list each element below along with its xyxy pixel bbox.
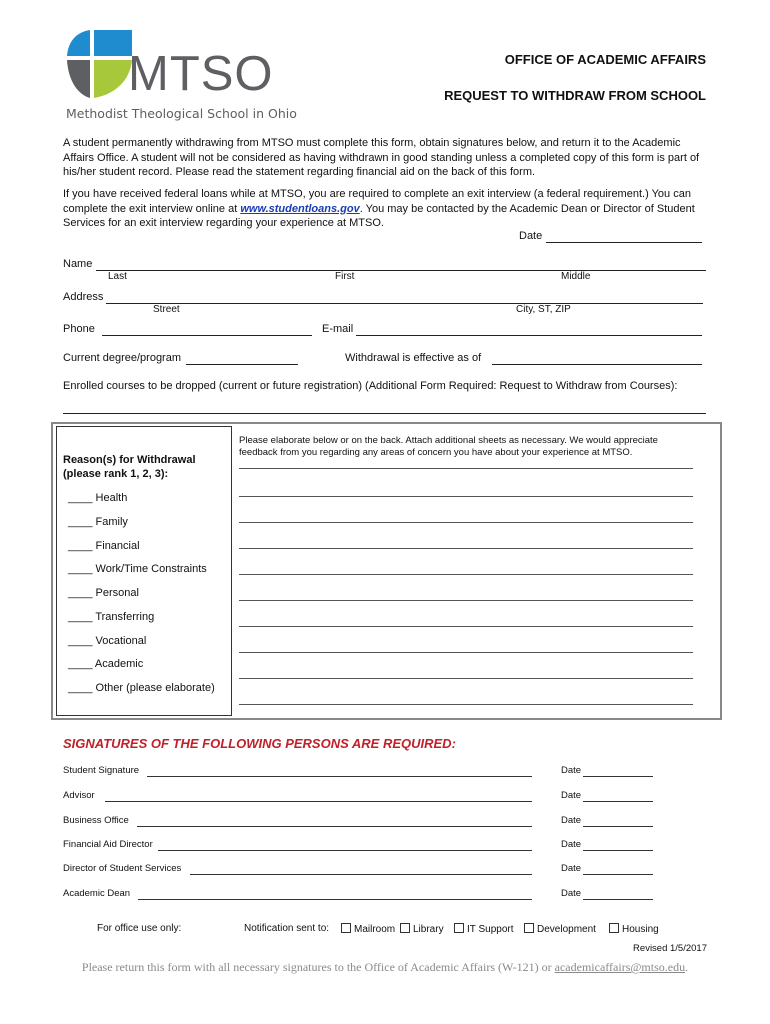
elaboration-line[interactable] bbox=[239, 574, 693, 575]
intro-paragraph-2 bbox=[63, 187, 711, 231]
date-label: Date bbox=[519, 230, 543, 242]
checkbox-icon[interactable] bbox=[400, 923, 410, 933]
notification-option[interactable] bbox=[454, 923, 514, 935]
address-field[interactable] bbox=[106, 292, 703, 304]
reason-item[interactable]: ____ Other (please elaborate) bbox=[68, 682, 215, 694]
reason-item[interactable]: ____ Transferring bbox=[68, 611, 155, 623]
signature-field[interactable] bbox=[190, 874, 532, 875]
notification-option[interactable] bbox=[609, 923, 659, 935]
page-title: REQUEST TO WITHDRAW FROM SCHOOL bbox=[444, 88, 706, 103]
degree-field[interactable] bbox=[186, 353, 298, 365]
notification-option[interactable] bbox=[524, 923, 596, 935]
office-title: OFFICE OF ACADEMIC AFFAIRS bbox=[504, 52, 706, 67]
signature-date-label: Date bbox=[561, 790, 582, 801]
signature-field[interactable] bbox=[137, 826, 532, 827]
effective-date-field[interactable] bbox=[492, 353, 702, 365]
address-label: Address bbox=[63, 291, 104, 303]
signature-label: Financial Aid Director bbox=[63, 839, 153, 850]
signature-field[interactable] bbox=[147, 776, 532, 777]
checkbox-icon[interactable] bbox=[454, 923, 464, 933]
reason-item[interactable]: ____ Family bbox=[68, 516, 128, 528]
checkbox-icon[interactable] bbox=[609, 923, 619, 933]
intro-p2-text: If you have received federal loans while at MTSO, you are required to complete an exit interview (a federal requirement.) You can complete the exit interview online at bbox=[63, 188, 691, 215]
elaboration-line[interactable] bbox=[239, 600, 693, 601]
reason-item[interactable]: ____ Vocational bbox=[68, 635, 147, 647]
reasons-heading bbox=[63, 453, 196, 481]
cross-logo-icon bbox=[62, 28, 134, 100]
studentloans-link[interactable]: www.studentloans.gov bbox=[240, 202, 360, 215]
signature-label: Advisor bbox=[63, 790, 95, 801]
signature-label: Business Office bbox=[63, 815, 129, 826]
name-middle-caption: Middle bbox=[561, 271, 591, 282]
reason-item[interactable]: ____ Academic bbox=[68, 658, 144, 670]
signature-date-field[interactable] bbox=[583, 899, 653, 900]
signature-date-field[interactable] bbox=[583, 874, 653, 875]
reasons-heading-line2: (please rank 1, 2, 3): bbox=[63, 468, 169, 480]
return-instructions bbox=[0, 960, 770, 975]
reason-item[interactable]: ____ Health bbox=[68, 492, 128, 504]
signature-field[interactable] bbox=[105, 801, 532, 802]
date-field[interactable] bbox=[546, 231, 702, 243]
reason-item[interactable]: ____ Personal bbox=[68, 587, 139, 599]
elaboration-line[interactable] bbox=[239, 626, 693, 627]
return-text-end: . bbox=[685, 960, 689, 974]
elaboration-line[interactable] bbox=[239, 548, 693, 549]
name-field[interactable] bbox=[96, 259, 706, 271]
notification-option-label: Housing bbox=[622, 924, 659, 935]
effective-label: Withdrawal is effective as of bbox=[345, 352, 482, 364]
signature-label: Director of Student Services bbox=[63, 863, 182, 874]
mtso-logo bbox=[62, 28, 297, 123]
name-last-caption: Last bbox=[108, 271, 127, 282]
elaborate-instructions: Please elaborate below or on the back. Attach additional sheets as necessary. We would appreciate feedback from you regarding any areas of concern you have about your experience at MTSO. bbox=[239, 435, 658, 458]
intro-p2-text-end: . You may be contacted by the Academic Dean or Director of Student Services for an exit interview regarding your experience at MTSO. bbox=[63, 202, 695, 229]
elaboration-line[interactable] bbox=[239, 468, 693, 469]
elaboration-line[interactable] bbox=[239, 652, 693, 653]
phone-field[interactable] bbox=[102, 324, 312, 336]
notification-option-label: Development bbox=[537, 924, 596, 935]
reasons-heading-line1: Reason(s) for Withdrawal bbox=[63, 454, 196, 466]
return-text: Please return this form with all necessary signatures to the Office of Academic Affairs (W-121) or bbox=[81, 960, 555, 974]
signature-date-label: Date bbox=[561, 765, 582, 776]
elaboration-line[interactable] bbox=[239, 496, 693, 497]
notification-option[interactable] bbox=[341, 923, 395, 935]
notification-option-label: Library bbox=[413, 924, 444, 935]
signature-date-field[interactable] bbox=[583, 850, 653, 851]
office-use-label: For office use only: bbox=[97, 923, 182, 934]
courses-label: Enrolled courses to be dropped (current or future registration) (Additional Form Required: Request to Withdraw from Courses): bbox=[63, 380, 678, 392]
signature-label: Student Signature bbox=[63, 765, 140, 776]
degree-label: Current degree/program bbox=[63, 352, 182, 364]
signature-date-label: Date bbox=[561, 815, 582, 826]
reason-item[interactable]: ____ Work/Time Constraints bbox=[68, 563, 207, 575]
signatures-heading: SIGNATURES OF THE FOLLOWING PERSONS ARE REQUIRED: bbox=[63, 736, 456, 751]
notification-option-label: IT Support bbox=[467, 924, 514, 935]
phone-label: Phone bbox=[63, 323, 95, 335]
signature-date-label: Date bbox=[561, 863, 582, 874]
signature-field[interactable] bbox=[158, 850, 532, 851]
signature-date-field[interactable] bbox=[583, 826, 653, 827]
email-label: E-mail bbox=[322, 323, 354, 335]
name-label: Name bbox=[63, 258, 93, 270]
email-field[interactable] bbox=[356, 324, 702, 336]
signature-field[interactable] bbox=[138, 899, 532, 900]
signature-date-label: Date bbox=[561, 839, 582, 850]
reason-item[interactable]: ____ Financial bbox=[68, 540, 140, 552]
intro-paragraph-1: A student permanently withdrawing from MTSO must complete this form, obtain signatures below, and return it to the Academic Affairs Office. A student will not be considered as having withdrawn in good standing unless a completed copy of this form is part of his/her student record. Please read the statement regarding financial aid on the back of this form. bbox=[63, 137, 700, 178]
name-first-caption: First bbox=[335, 271, 355, 282]
academic-affairs-email-link[interactable]: academicaffairs@mtso.edu bbox=[554, 960, 686, 974]
elaboration-line[interactable] bbox=[239, 704, 693, 705]
elaboration-line[interactable] bbox=[239, 522, 693, 523]
address-city-caption: City, ST, ZIP bbox=[516, 304, 571, 315]
signature-date-label: Date bbox=[561, 888, 582, 899]
checkbox-icon[interactable] bbox=[524, 923, 534, 933]
checkbox-icon[interactable] bbox=[341, 923, 351, 933]
notification-option-label: Mailroom bbox=[354, 924, 396, 935]
courses-field[interactable] bbox=[63, 402, 706, 414]
logo-subtitle: Methodist Theological School in Ohio bbox=[66, 106, 297, 121]
signature-date-field[interactable] bbox=[583, 776, 653, 777]
notification-option[interactable] bbox=[400, 923, 444, 935]
notification-label: Notification sent to: bbox=[244, 923, 330, 934]
signature-label: Academic Dean bbox=[63, 888, 131, 899]
logo-wordmark: MTSO bbox=[128, 47, 274, 101]
elaboration-line[interactable] bbox=[239, 678, 693, 679]
revised-date: Revised 1/5/2017 bbox=[633, 943, 707, 954]
address-street-caption: Street bbox=[153, 304, 180, 315]
signature-date-field[interactable] bbox=[583, 801, 653, 802]
